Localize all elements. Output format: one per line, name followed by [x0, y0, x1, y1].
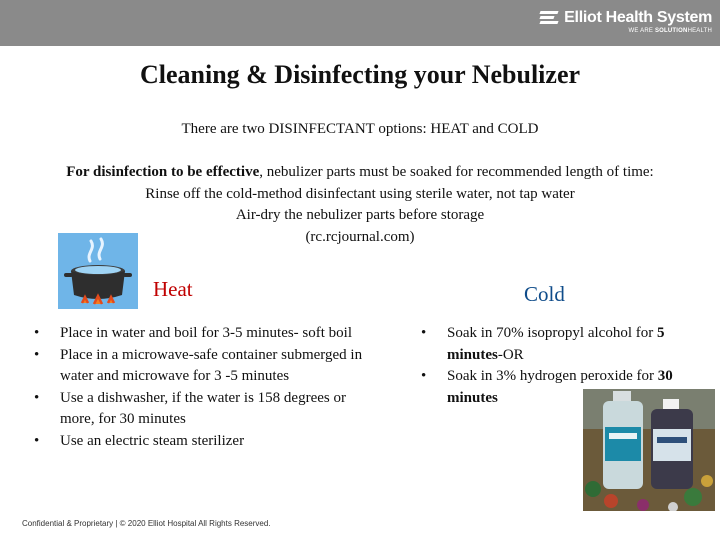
- heat-heading: Heat: [153, 277, 193, 301]
- slide-subtitle: There are two DISINFECTANT options: HEAT and COLD: [181, 121, 539, 137]
- para-line3: Air-dry the nebulizer parts before storage: [235, 207, 485, 223]
- boiling-pot-icon: [58, 233, 138, 309]
- list-item: • Use an electric steam sterilizer: [34, 432, 245, 449]
- header-banner: [0, 0, 720, 46]
- disinfectant-bottles-photo: [583, 389, 715, 511]
- para-bold-lead: For disinfection to be effective: [66, 164, 260, 180]
- cold-heading: Cold: [524, 282, 565, 306]
- list-item: • Soak in 70% isopropyl alcohol for 5 minutes-OR: [421, 325, 665, 363]
- heat-list: [28, 323, 363, 452]
- elliot-logo: [532, 9, 712, 39]
- list-item: • Use a dishwasher, if the water is 158 degrees or more, for 30 minutes: [34, 389, 346, 427]
- logo-text: Elliot Health System: [564, 9, 712, 26]
- footer-text: Confidential & Proprietary | © 2020 Elliot Hospital All Rights Reserved.: [22, 519, 271, 528]
- para-source: (rc.rcjournal.com): [305, 228, 415, 245]
- list-item: • Place in water and boil for 3-5 minutes- soft boil: [34, 325, 353, 341]
- intro-paragraph: For disinfection to be effective, nebulizer parts must be soaked for recommended length of time: Rinse off the cold-method disinfectant using sterile water, not tap water Air-dry the nebulizer parts before storage (rc.rcjournal.com): [22, 162, 698, 248]
- logo-tagline: WE ARE SOLUTIONHEALTH: [628, 28, 712, 34]
- para-line2: Rinse off the cold-method disinfectant using sterile water, not tap water: [145, 185, 575, 202]
- slide-title: Cleaning & Disinfecting your Nebulizer: [139, 60, 581, 89]
- list-item: • Place in a microwave-safe container submerged in water and microwave for 3 -5 minutes: [34, 346, 363, 384]
- list-item: • Soak in 3% hydrogen peroxide for 30 minutes: [421, 368, 673, 406]
- elliot-logo-mark-icon: [540, 11, 560, 25]
